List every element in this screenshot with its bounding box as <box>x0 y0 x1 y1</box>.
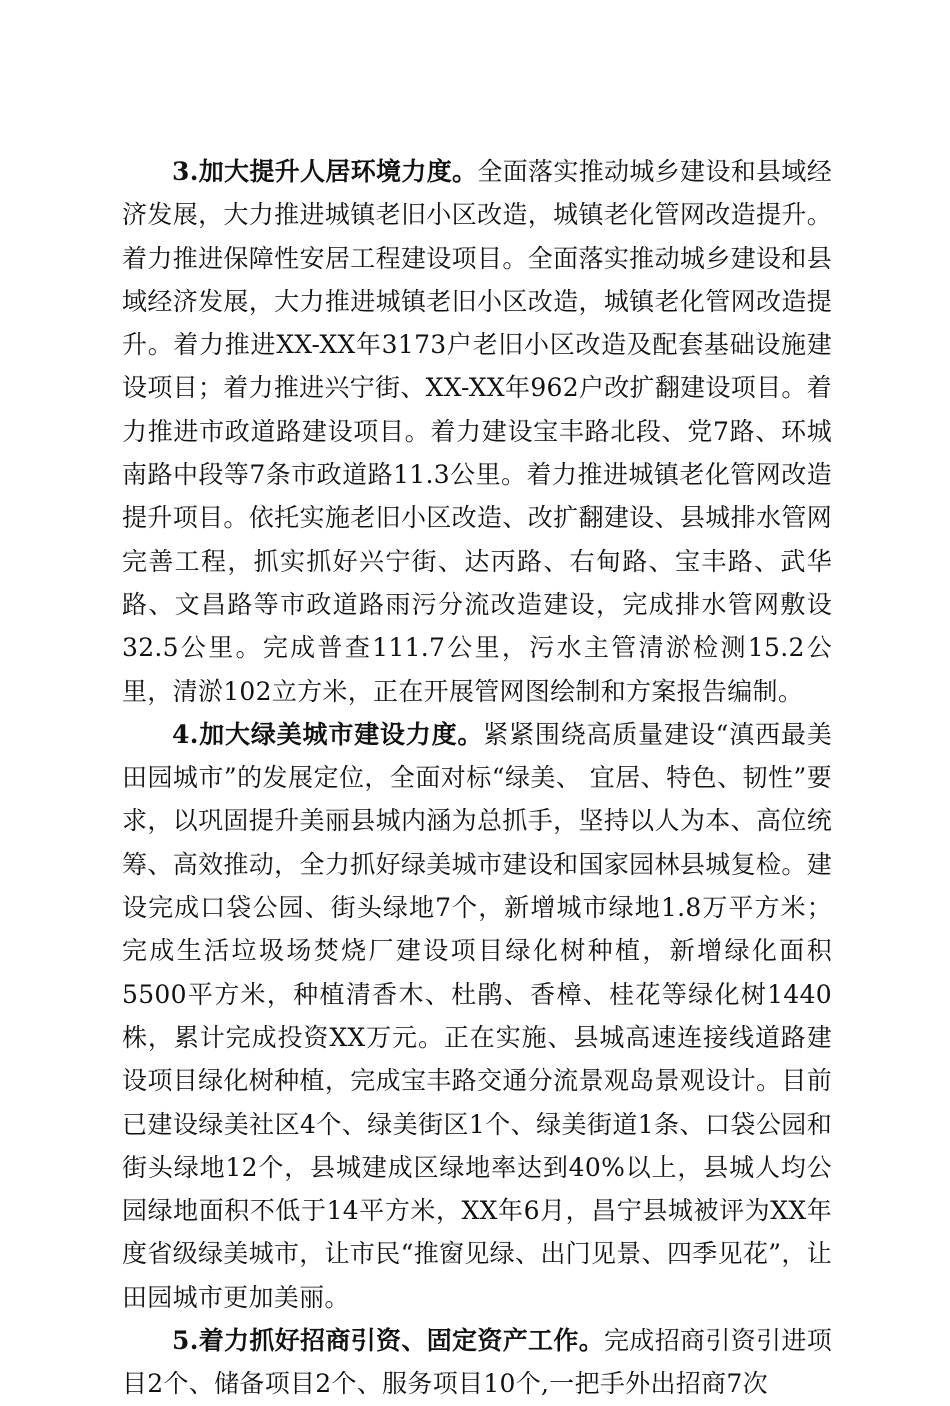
paragraph-heading: 4.加大绿美城市建设力度。 <box>172 719 484 749</box>
paragraph-4 <box>122 713 832 1319</box>
paragraph-heading: 5.着力抓好招商引资、固定资产工作。 <box>172 1326 605 1356</box>
paragraph-5 <box>122 1319 832 1406</box>
paragraph-text: 紧紧围绕高质量建设“滇西最美田园城市”的发展定位，全面对标“绿美、 宜居、特色、韧性”要求，以巩固提升美丽县城内涵为总抓手，坚持以人为本、高位统筹、高效推动，全力抓好绿美城市建设和国家园林县城复检。建设完成口袋公园、街头绿地7个，新增城市绿地1.8万平方米；完成生活垃圾场焚烧厂建设项目绿化树种植，新增绿化面积5500平方米，种植清香木、杜鹃、香樟、桂花等绿化树1440株，累计完成投资XX万元。正在实施、县城高速连接线道路建设项目绿化树种植，完成宝丰路交通分流景观岛景观设计。目前已建设绿美社区4个、绿美街区1个、绿美街道1条、口袋公园和街头绿地12个，县城建成区绿地率达到40%以上，县城人均公园绿地面积不低于14平方米，XX年6月，昌宁县城被评为XX年度省级绿美城市，让市民“推窗见绿、出门见景、四季见花”，让田园城市更加美丽。 <box>122 719 833 1312</box>
paragraph-text: 完成招商引资引进项目2个、储备项目2个、服务项目10个,一把手外出招商7次 <box>122 1326 833 1399</box>
paragraph-heading: 3.加大提升人居环境力度。 <box>172 157 478 186</box>
paragraph-3 <box>122 150 832 713</box>
document-body <box>122 150 832 1406</box>
paragraph-text: 全面落实推动城乡建设和县域经济发展，大力推进城镇老旧小区改造，城镇老化管网改造提升。着力推进保障性安居工程建设项目。全面落实推动城乡建设和县域经济发展，大力推进城镇老旧小区改造，城镇老化管网改造提升。着力推进XX-XX年3173户老旧小区改造及配套基础设施建设项目；着力推进兴宁街、XX-XX年962户改扩翻建设项目。着力推进市政道路建设项目。着力建设宝丰路北段、党7路、环城南路中段等7条市政道路11.3公里。着力推进城镇老化管网改造提升项目。依托实施老旧小区改造、改扩翻建设、县城排水管网完善工程，抓实抓好兴宁街、达丙路、右甸路、宝丰路、武华路、文昌路等市政道路雨污分流改造建设，完成排水管网敷设32.5公里。完成普查111.7公里，污水主管清淤检测15.2公里，清淤102立方米，正在开展管网图绘制和方案报告编制。 <box>122 157 833 706</box>
